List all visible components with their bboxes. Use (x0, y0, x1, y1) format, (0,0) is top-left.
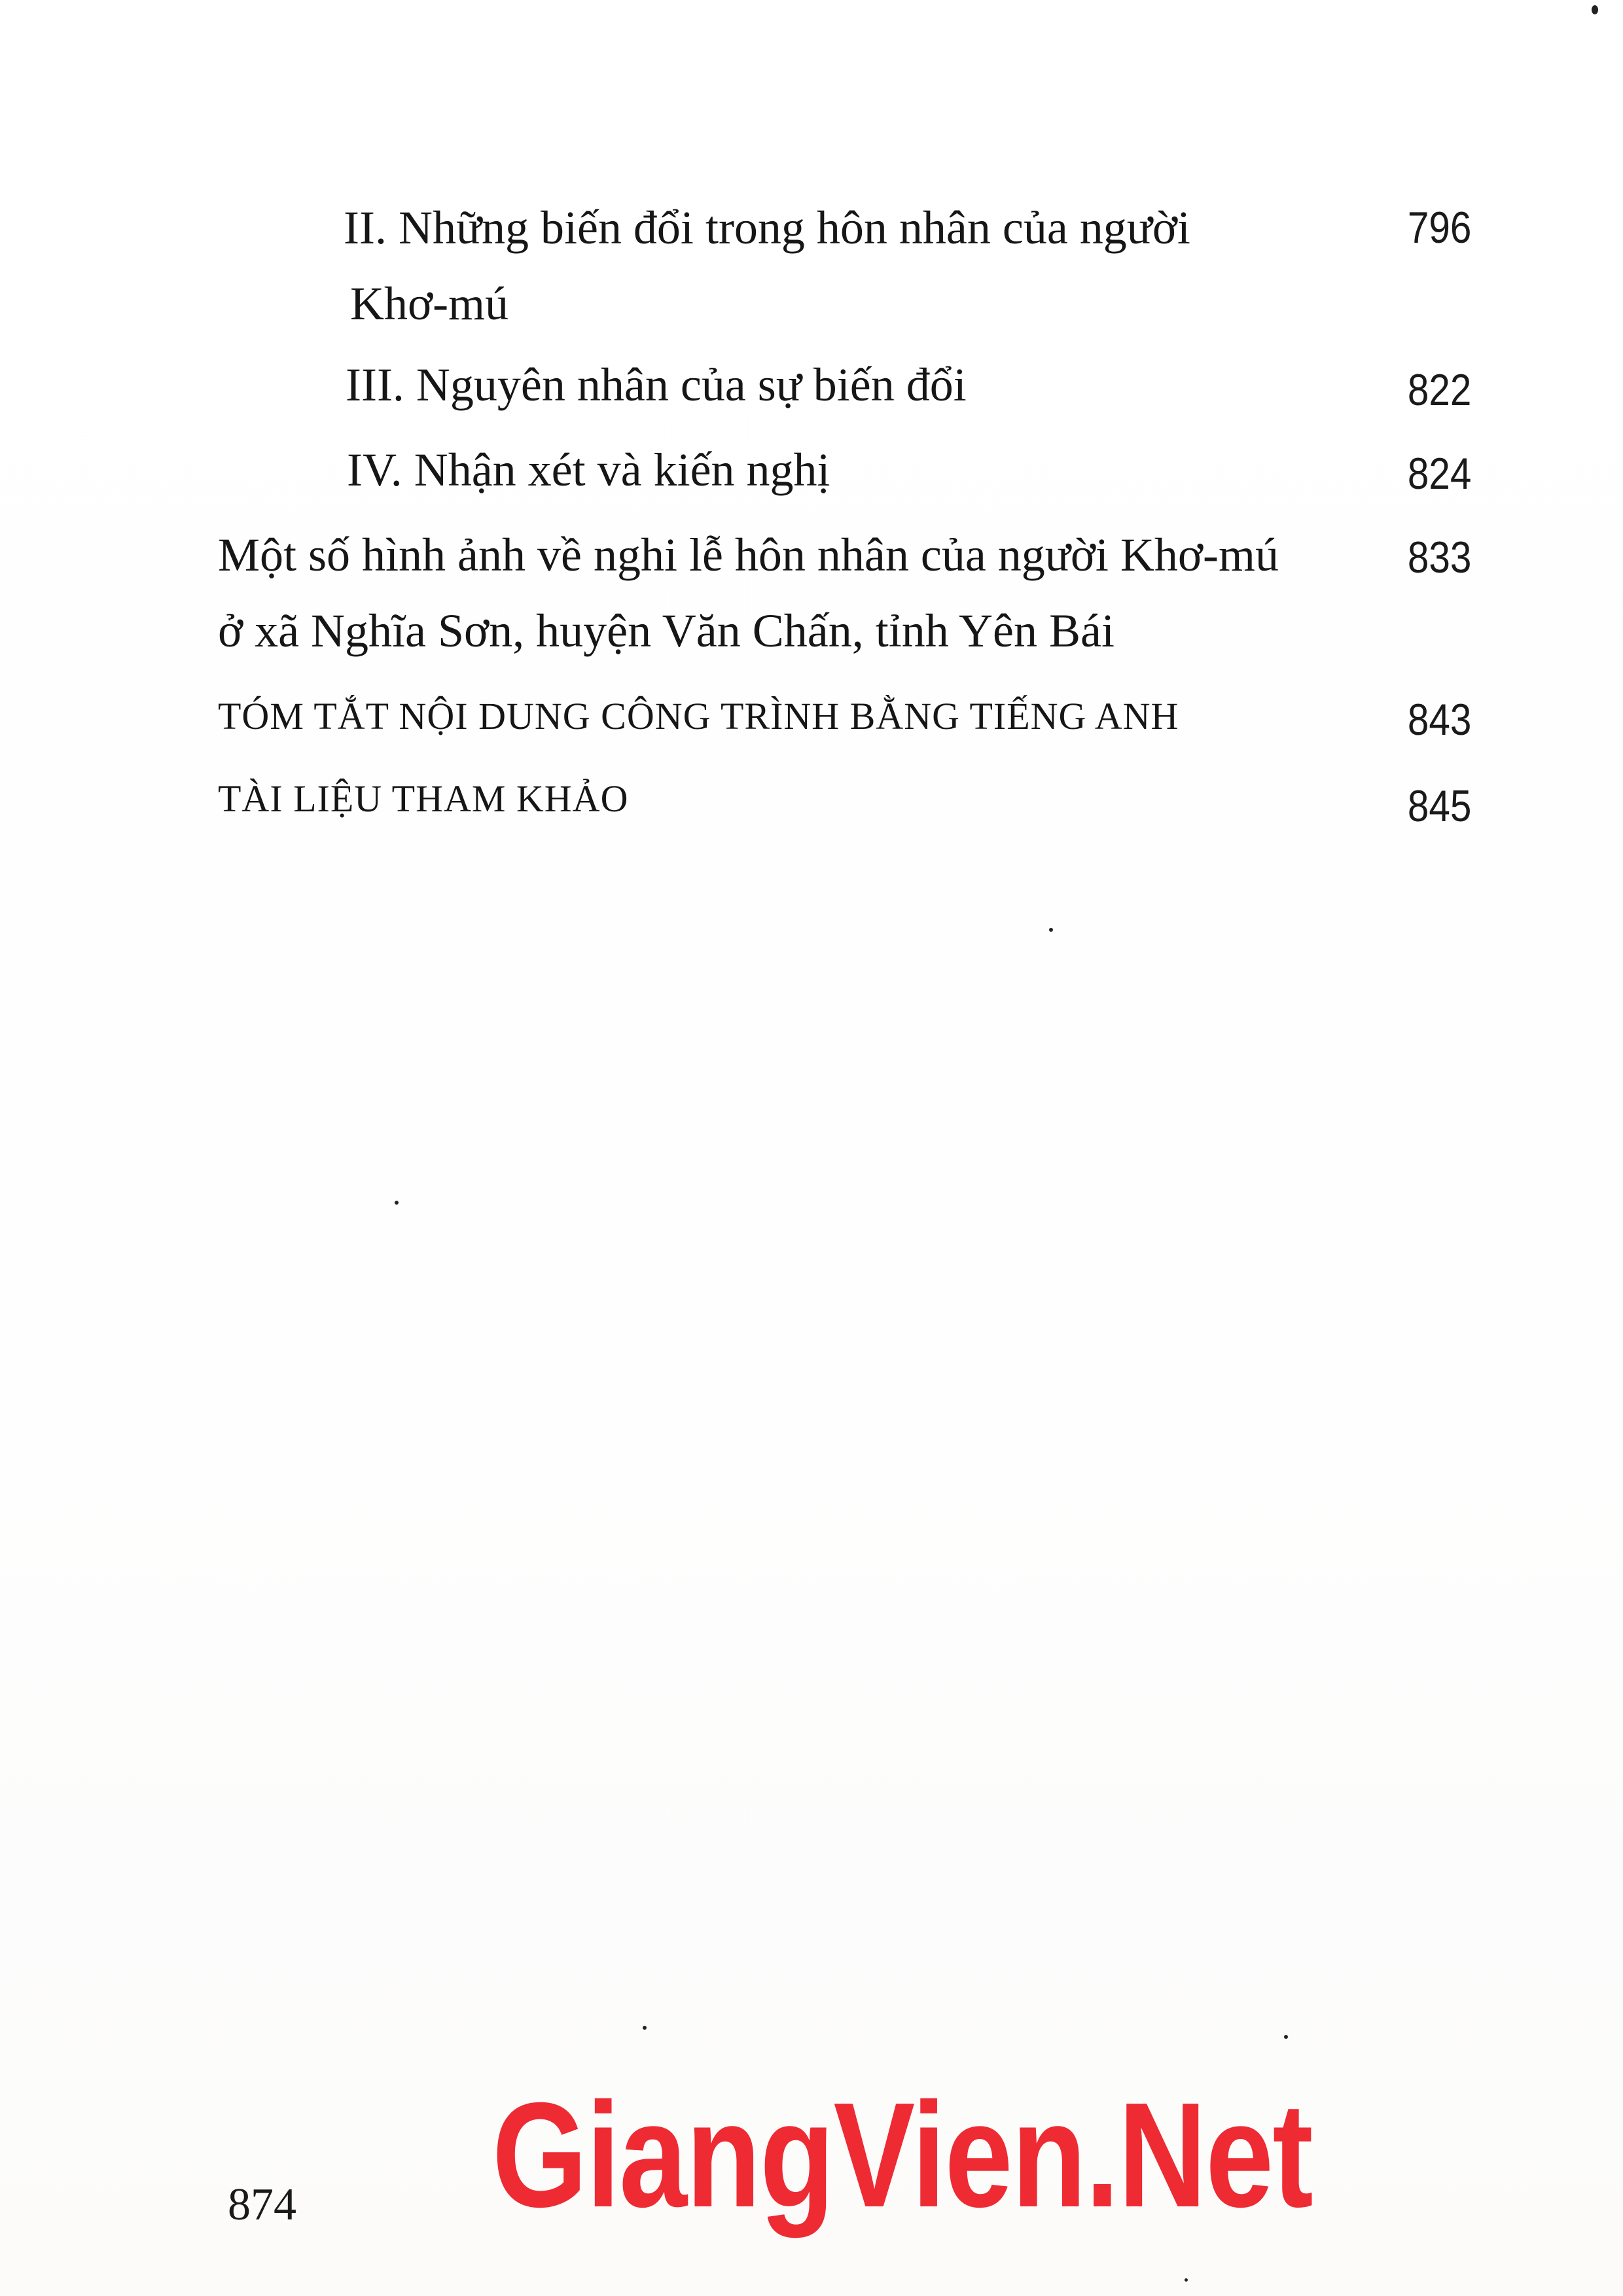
watermark-logo: GiangVien.Net (492, 2072, 1313, 2238)
toc-section-heading: TÓM TẮT NỘI DUNG CÔNG TRÌNH BẰNG TIẾNG ANH (218, 695, 1179, 737)
toc-entry-page-number: 843 (1407, 695, 1471, 745)
toc-entry-text: III. Nguyên nhân của sự biến đổi (346, 359, 967, 411)
scan-speck (1592, 5, 1598, 14)
toc-entry-text: Một số hình ảnh về nghi lễ hôn nhân của người Khơ-mú (218, 529, 1279, 581)
toc-entry-text: IV. Nhận xét và kiến nghị (347, 444, 830, 496)
page-number: 874 (228, 2180, 296, 2230)
toc-entry-text-continued: ở xã Nghĩa Sơn, huyện Văn Chấn, tỉnh Yên Bái (218, 605, 1115, 657)
scan-speck (395, 1201, 399, 1205)
toc-entry-page-number: 796 (1407, 203, 1471, 253)
scan-speck (1185, 2278, 1188, 2282)
toc-entry-page-number: 822 (1407, 365, 1471, 415)
toc-entry-text-continued: Khơ-mú (350, 277, 509, 330)
toc-entry-page-number: 824 (1407, 449, 1471, 499)
toc-entry-page-number: 833 (1407, 533, 1471, 582)
scan-speck (643, 2026, 647, 2030)
scan-speck (1284, 2035, 1288, 2039)
toc-section-heading: TÀI LIỆU THAM KHẢO (218, 777, 629, 820)
toc-entry-page-number: 845 (1407, 781, 1471, 831)
scan-speck (1049, 928, 1053, 932)
toc-entry-text: II. Những biến đổi trong hôn nhân của người (344, 202, 1190, 254)
